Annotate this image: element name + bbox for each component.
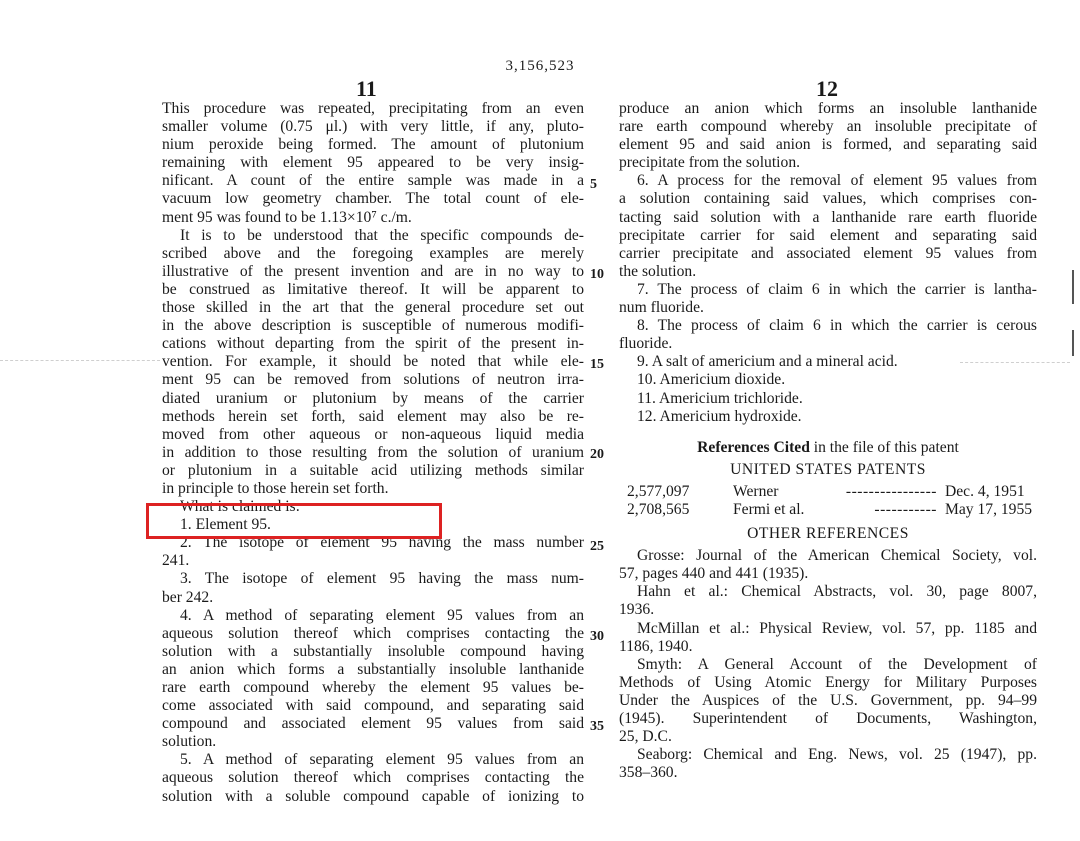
- patent-name: Werner: [733, 482, 779, 500]
- text-line: 4. A method of separating element 95 values from an: [180, 606, 584, 624]
- text-line: remaining with element 95 appeared to be very insig-: [162, 154, 584, 172]
- patent-name: Fermi et al.: [733, 500, 805, 518]
- column-number-right: 12: [816, 76, 838, 101]
- text-line: 9. A salt of americium and a mineral acid.: [637, 353, 898, 371]
- text-line: ment 95 was found to be 1.13×10⁷ c./m.: [162, 208, 412, 226]
- text-line: McMillan et al.: Physical Review, vol. 57, pp. 1185 and: [637, 619, 1037, 637]
- text-line: 25, D.C.: [619, 728, 672, 746]
- other-references-list: [619, 547, 1037, 782]
- text-line: solution with a substantially insoluble compound having: [162, 642, 584, 660]
- text-line: 12. Americium hydroxide.: [637, 407, 802, 425]
- patent-dashes: ----------------: [845, 482, 937, 500]
- column-number-left: 11: [356, 76, 377, 101]
- text-line: 1936.: [619, 601, 655, 619]
- text-line: Smyth: A General Account of the Development of: [637, 655, 1037, 673]
- text-line: methods herein set forth, said element may also be re-: [162, 407, 584, 425]
- text-line: the solution.: [619, 262, 697, 280]
- us-patents-heading: UNITED STATES PATENTS: [730, 460, 926, 478]
- text-line: 5. A method of separating element 95 values from an: [180, 751, 584, 769]
- text-line: 7. The process of claim 6 in which the carrier is lantha-: [637, 280, 1037, 298]
- text-line: It is to be understood that the specific compounds de-: [180, 226, 584, 244]
- text-line: (1945). Superintendent of Documents, Washington,: [619, 710, 1037, 727]
- line-number: 30: [590, 629, 604, 644]
- text-line: 241.: [162, 552, 190, 570]
- patent-citations: [619, 483, 1037, 519]
- patent-dashes: -----------: [874, 500, 937, 518]
- text-line: aqueous solution thereof which comprises contacting the: [162, 624, 584, 642]
- line-number: 10: [590, 267, 604, 282]
- text-line: solution.: [162, 733, 217, 751]
- scan-artifact-left: [0, 360, 160, 361]
- text-line: ber 242.: [162, 588, 214, 606]
- text-line: smaller volume (0.75 μl.) with very little, if any, pluto-: [162, 118, 584, 136]
- line-number: 25: [590, 539, 604, 554]
- text-line: in principle to those herein set forth.: [162, 479, 389, 497]
- patent-date: May 17, 1955: [945, 500, 1033, 518]
- scan-edge-mark: [1072, 270, 1074, 304]
- text-line: compound and associated element 95 values from said: [162, 715, 584, 733]
- text-line: come associated with said compound, and separating said: [162, 697, 584, 715]
- scan-artifact-right: [960, 362, 1070, 363]
- text-line: vention. For example, it should be noted that while ele-: [162, 353, 584, 371]
- text-line: 6. A process for the removal of element 95 values from: [637, 172, 1037, 190]
- text-line: Hahn et al.: Chemical Abstracts, vol. 30, page 8007,: [637, 583, 1037, 601]
- text-line: ment 95 can be removed from solutions of neutron irra-: [162, 371, 584, 389]
- text-line: precipitate carrier for said element and separating said: [619, 226, 1037, 244]
- text-line: Grosse: Journal of the American Chemical Society, vol.: [637, 547, 1037, 565]
- text-line: 10. Americium dioxide.: [637, 371, 786, 389]
- text-line: 11. Americium trichloride.: [637, 389, 803, 407]
- text-line: 358–360.: [619, 764, 678, 782]
- text-line: Methods of Using Atomic Energy for Military Purposes: [619, 673, 1037, 691]
- other-references-heading: OTHER REFERENCES: [747, 525, 909, 543]
- text-line: num fluoride.: [619, 299, 704, 317]
- text-line: moved from other aqueous or non-aqueous liquid media: [162, 425, 584, 443]
- scan-edge-mark-2: [1072, 330, 1074, 356]
- text-line: rare earth compound whereby the element 95 values be-: [162, 679, 584, 696]
- text-line: 57, pages 440 and 441 (1935).: [619, 565, 809, 583]
- text-line: be construed as limitative thereof. It will be apparent to: [162, 280, 584, 298]
- text-line: scribed above and the foregoing examples are merely: [162, 244, 584, 262]
- text-line: or plutonium in a suitable acid utilizing methods similar: [162, 461, 584, 479]
- patent-date: Dec. 4, 1951: [945, 482, 1025, 500]
- patent-citation-row: [619, 501, 1037, 519]
- text-line: rare earth compound whereby an insoluble precipitate of: [619, 118, 1037, 136]
- text-line: an anion which forms a substantially insoluble lanthanide: [162, 660, 584, 678]
- line-number: 35: [590, 719, 604, 734]
- text-line: carrier precipitate and associated element 95 values from: [619, 244, 1037, 262]
- text-line: in the above description is susceptible of numerous modifi-: [162, 317, 584, 335]
- text-line: illustrative of the present invention and are in no way to: [162, 262, 584, 280]
- patent-number: 2,577,097: [627, 482, 690, 500]
- right-text-column: [619, 100, 1037, 782]
- text-line: What is claimed is:: [180, 498, 300, 516]
- patent-citation-row: [619, 483, 1037, 501]
- text-line: tacting said solution with a lanthanide rare earth fluoride: [619, 208, 1037, 226]
- text-line: 1. Element 95.: [180, 516, 271, 534]
- text-line: aqueous solution thereof which comprises contacting the: [162, 769, 584, 787]
- text-line: those skilled in the art that the general procedure set out: [162, 299, 584, 317]
- text-line: nium peroxide being formed. The amount of plutonium: [162, 136, 584, 154]
- text-line: 8. The process of claim 6 in which the carrier is cerous: [637, 317, 1037, 335]
- line-number: 5: [590, 177, 597, 192]
- line-number: 15: [590, 357, 604, 372]
- patent-number: 2,708,565: [627, 500, 690, 518]
- text-line: cations without departing from the spirit of the present in-: [162, 335, 584, 353]
- text-line: nificant. A count of the entire sample was made in a: [162, 172, 584, 190]
- left-text-column: [162, 100, 584, 806]
- claim-highlight-box: [146, 503, 442, 539]
- text-line: diated uranium or plutonium by means of the carrier: [162, 389, 584, 407]
- text-line: 1186, 1940.: [619, 637, 693, 655]
- text-line: Under the Auspices of the U.S. Government, pp. 94–99: [619, 691, 1037, 709]
- text-line: vacuum low geometry chamber. The total count of ele-: [162, 190, 584, 208]
- text-line: fluoride.: [619, 335, 673, 353]
- text-line: Seaborg: Chemical and Eng. News, vol. 25 (1947), pp.: [637, 746, 1037, 764]
- text-line: solution with a soluble compound capable of ionizing to: [162, 787, 584, 805]
- text-line: in addition to those resulting from the solution of uranium: [162, 443, 584, 461]
- text-line: produce an anion which forms an insoluble lanthanide: [619, 100, 1037, 117]
- patent-number: 3,156,523: [505, 58, 575, 74]
- text-line: 3. The isotope of element 95 having the mass num-: [180, 570, 584, 588]
- references-heading: References Cited in the file of this patent: [697, 438, 959, 456]
- text-line: element 95 and said anion is formed, and separating said: [619, 136, 1037, 154]
- text-line: precipitate from the solution.: [619, 154, 801, 172]
- text-line: a solution containing said values, which comprises con-: [619, 190, 1037, 208]
- line-number: 20: [590, 447, 604, 462]
- text-line: 2. The isotope of element 95 having the mass number: [180, 534, 584, 552]
- text-line: This procedure was repeated, precipitating from an even: [162, 100, 584, 117]
